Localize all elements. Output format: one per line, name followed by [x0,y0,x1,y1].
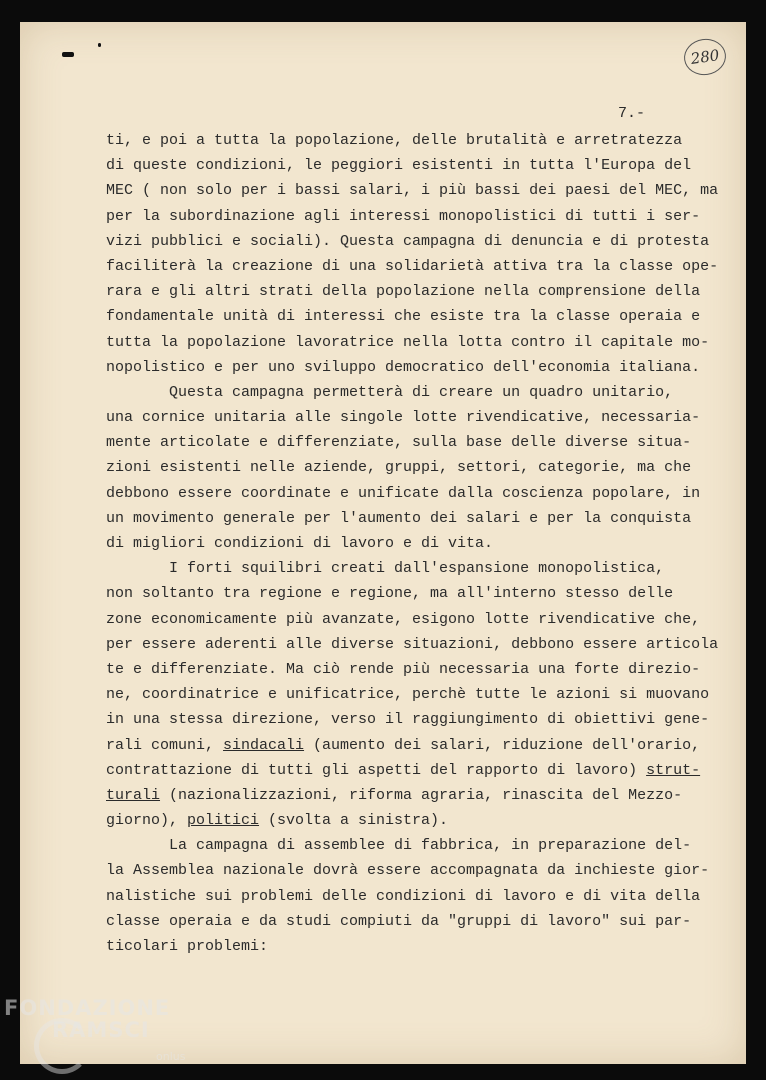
text-line: faciliterà la creazione di una solidarietà attiva tra la classe ope- [106,257,719,275]
fondazione-gramsci-watermark [4,996,204,1076]
text-line: nalistiche sui problemi delle condizioni di lavoro e di vita della [106,887,701,905]
text-line: te e differenziate. Ma ciò rende più necessaria una forte direzio- [106,660,701,678]
text-line: fondamentale unità di interessi che esiste tra la classe operaia e [106,308,701,326]
text-line: tutta la popolazione lavoratrice nella lotta contro il capitale mo- [106,333,710,351]
archive-page-annotation: 280 [682,36,729,77]
ink-mark [98,43,101,47]
text-line: ne, coordinatrice e unificatrice, perchè tutte le azioni si muovano [106,686,710,704]
text-line: in una stessa direzione, verso il raggiungimento di obiettivi gene- [106,711,710,729]
watermark-line-1: FONDAZIONE [4,996,171,1020]
text-line: di queste condizioni, le peggiori esistenti in tutta l'Europa del [106,157,692,175]
text-line: I forti squilibri creati dall'espansione monopolistica, [106,560,665,578]
text-line: debbono essere coordinate e unificate dalla coscienza popolare, in [106,484,701,502]
text-line: mente articolate e differenziate, sulla base delle diverse situa- [106,434,692,452]
watermark-line-3: onlus [156,1050,186,1063]
text-line: MEC ( non solo per i bassi salari, i più bassi dei paesi del MEC, ma [106,182,719,200]
text-line: per la subordinazione agli interessi monopolistici di tutti i ser- [106,207,701,225]
text-line: vizi pubblici e sociali). Questa campagna di denuncia e di protesta [106,232,710,250]
text-line: una cornice unitaria alle singole lotte rivendicative, necessaria- [106,409,701,427]
text-line: Questa campagna permetterà di creare un quadro unitario, [106,383,674,401]
watermark-line-2: RAMSCI [52,1018,150,1042]
ink-mark [62,52,74,57]
page-number: 7.- [618,105,646,122]
text-line: rali comuni, sindacali (aumento dei salari, riduzione dell'orario, [106,736,701,754]
text-line: un movimento generale per l'aumento dei salari e per la conquista [106,509,692,527]
document-body [106,128,719,959]
text-line: non soltanto tra regione e regione, ma all'interno stesso delle [106,585,674,603]
text-line: la Assemblea nazionale dovrà essere accompagnata da inchieste gior- [106,862,710,880]
text-line: contrattazione di tutti gli aspetti del rapporto di lavoro) strut- [106,761,701,779]
text-line: di migliori condizioni di lavoro e di vita. [106,535,494,552]
text-line: La campagna di assemblee di fabbrica, in preparazione del- [106,837,692,855]
text-line: turali (nazionalizzazioni, riforma agraria, rinascita del Mezzo- [106,786,683,804]
text-line: rara e gli altri strati della popolazione nella comprensione della [106,283,701,301]
text-line: per essere aderenti alle diverse situazioni, debbono essere articola [106,635,719,653]
text-line: ti, e poi a tutta la popolazione, delle brutalità e arretratezza [106,132,683,149]
text-line: classe operaia e da studi compiuti da "gruppi di lavoro" sui par- [106,912,692,930]
text-line: giorno), politici (svolta a sinistra). [106,812,449,830]
text-line: zioni esistenti nelle aziende, gruppi, settori, categorie, ma che [106,459,692,477]
text-line: ticolari problemi: [106,938,269,955]
text-line: zone economicamente più avanzate, esigono lotte rivendicative che, [106,610,701,628]
text-line: nopolistico e per uno sviluppo democratico dell'economia italiana. [106,358,701,376]
